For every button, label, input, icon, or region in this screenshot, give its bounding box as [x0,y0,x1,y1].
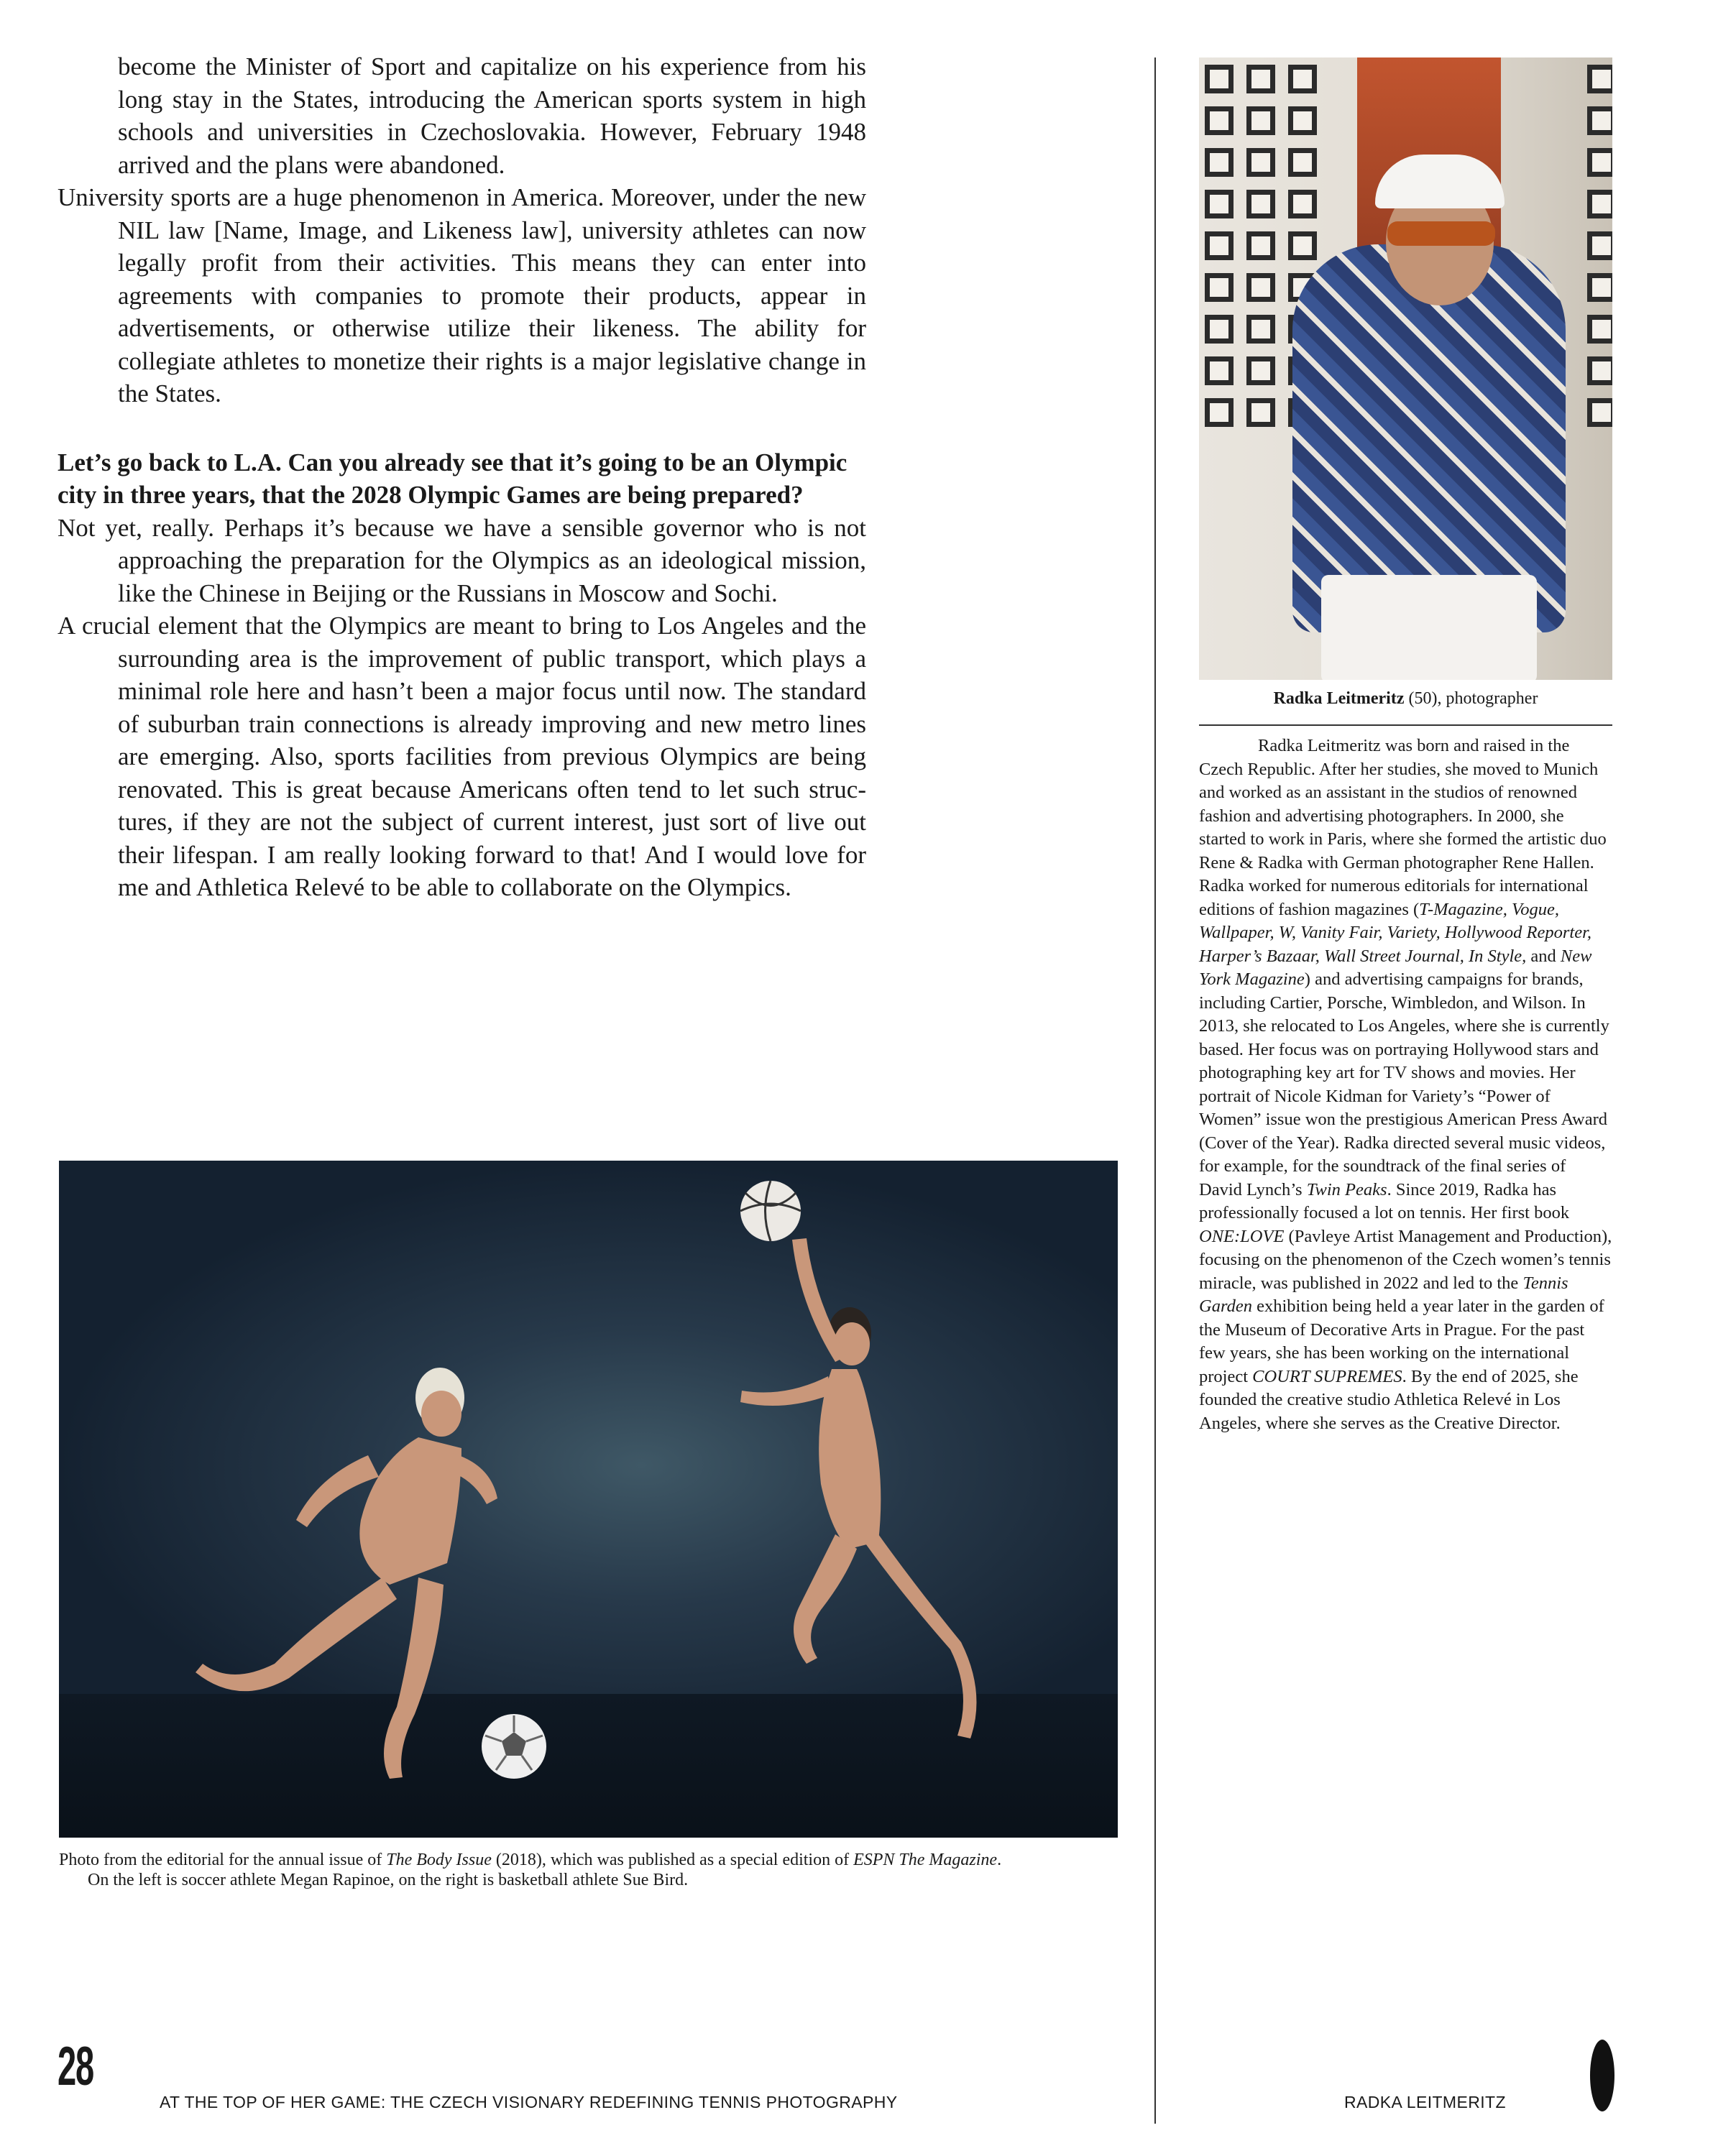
breeze-block [1246,231,1275,260]
breeze-block [1587,273,1612,302]
portrait-caption-name: Radka Leitmeritz [1273,689,1405,708]
caption-italic-1: The Body Issue [386,1851,492,1869]
article-paragraph-3: Not yet, really. Perhaps it’s because we have a sensible governor who is not approaching the preparation for the Olympics as an ideological mission, like the Chinese in Beijing or the Russians in Moscow and Sochi. [58,513,866,607]
biography-paragraph [1199,734,1612,1435]
breeze-block [1205,315,1234,344]
portrait-caption-role: (50), photographer [1404,689,1538,708]
breeze-block [1205,106,1234,135]
breeze-block [1246,398,1275,427]
sidebar-rule [1199,724,1612,726]
breeze-block [1587,106,1612,135]
breeze-block [1288,65,1317,93]
breeze-block [1288,106,1317,135]
breeze-block [1587,315,1612,344]
article-paragraph-4: A crucial element that the Olympics are meant to bring to Los Angeles and the surrounding area is the improvement of public transport, which plays a minimal role here and hasn’t been a major focus until now. The standard of suburban train connections is already improving and new metro lines are emerging. Also, sports facilities from previous Olympics are being renovated. This is great because Americans often tend to let such structures, if they are not the subject of current interest, just sort of live out their lifespan. I am really looking forward to that! And I would love for me and Athletica Relevé to be able to collaborate on the Olympics. [58,612,866,901]
breeze-block [1246,65,1275,93]
biography-run: COURT SUPREMES [1252,1366,1402,1386]
caption-text-3: . On the left is soccer athlete Megan Rapinoe, on the right is basketball athlete Sue Bird. [88,1851,1002,1889]
breeze-block [1205,148,1234,177]
breeze-block [1288,148,1317,177]
breeze-block [1288,190,1317,218]
breeze-block [1587,398,1612,427]
portrait-photo [1199,57,1612,680]
running-name: RADKA LEITMERITZ [1344,2093,1506,2111]
breeze-block [1587,190,1612,218]
biography-run: Tennis Garden [1199,1273,1568,1316]
breeze-block [1205,190,1234,218]
biography-run: exhibition being held a year later in the garden of the Museum of Decorative Arts in Prague. For the past few years, she has been working on the international project [1199,1296,1604,1386]
biography-run: Radka Leitmeritz was born and raised in the Czech Republic. After her studies, she moved to Munich and worked as an assistant in the studios of renowned fashion and advertising photographers. In 2000, she started to work in Paris, where she formed the artistic duo Rene & Radka with German photographer Rene Hallen. Radka worked for numerous editorials for international editions of fashion magazines ( [1199,736,1607,919]
breeze-block [1246,356,1275,385]
running-title: AT THE TOP OF HER GAME: THE CZECH VISIONARY REDEFINING TENNIS PHOTOGRAPHY [160,2093,898,2111]
biography [1199,734,1612,1435]
breeze-block [1205,231,1234,260]
oval-mark-icon [1590,2040,1614,2111]
basketball-athlete [740,1238,976,1738]
portrait-caption [1199,688,1612,709]
athletes-photo [59,1161,1118,1838]
breeze-block [1587,231,1612,260]
breeze-block [1587,356,1612,385]
column-divider [1154,57,1156,2124]
biography-run: . Since 2019, Radka has professionally focused a lot on tennis. Her first book [1199,1179,1570,1222]
breeze-block [1246,190,1275,218]
article-column [58,50,866,904]
biography-run: New York Magazine [1199,946,1592,989]
biography-run: ) and advertising campaigns for brands, including Cartier, Porsche, Wimbledon, and Wilson. In 2013, she relocated to Los Angeles, where she is currently based. Her focus was on portraying Hollywood stars and photographing key art for TV shows and movies. Her portrait of Nicole Kidman for Variety’s “Power of Women” issue won the prestigious American Press Award (Cover of the Year). Radka directed several music videos, for example, for the soundtrack of the final series of David Lynch’s [1199,969,1609,1199]
page-number: 28 [58,2036,93,2097]
breeze-block [1288,231,1317,260]
breeze-block [1205,356,1234,385]
athletes-illustration [59,1161,1118,1838]
sunglasses [1387,221,1495,246]
biography-run: . By the end of 2025, she founded the creative studio Athletica Relevé in Los Angeles, where she serves as the Creative Director. [1199,1366,1579,1433]
breeze-block [1205,65,1234,93]
photo-caption [59,1850,1022,1890]
white-shorts [1321,575,1537,680]
breeze-block [1246,148,1275,177]
biography-run: (Pavleye Artist Management and Production), focusing on the phenomenon of the Czech women’s tennis miracle, was published in 2022 and led to the [1199,1226,1612,1293]
soccer-ball [482,1714,546,1779]
breeze-block [1587,148,1612,177]
article-paragraph-2: University sports are a huge phenomenon in America. Moreover, under the new NIL law [Name, Image, and Likeness law], university athletes can now legally profit from their activities. This means they can enter into agreements with companies to promote their products, appear in advertisements, or otherwise utilize their likeness. The ability for collegiate athletes to monetize their rights is a major legislative change in the States. [58,183,866,407]
basketball [740,1181,801,1241]
biography-run: ONE:LOVE [1199,1226,1285,1246]
breeze-block [1205,273,1234,302]
breeze-block [1246,273,1275,302]
breeze-block [1205,398,1234,427]
biography-run: T-Magazine, Vogue, Wallpaper, W, Vanity Fair, Variety, Hollywood Reporter, Harper’s Bazaar, Wall Street Journal, In Style, [1199,899,1592,966]
caption-text-2: (2018), which was published as a special edition of [491,1851,854,1869]
biography-run: and [1526,946,1561,966]
breeze-block [1246,106,1275,135]
caption-italic-2: ESPN The Magazine [853,1851,998,1869]
article-paragraph-1: become the Minister of Sport and capitalize on his experience from his long stay in the States, introducing the American sports system in high schools and universities in Czechoslovakia. However, February 1948 arrived and the plans were abandoned. [118,52,866,179]
caption-text-1: Photo from the editorial for the annual issue of [59,1851,387,1869]
breeze-block [1246,315,1275,344]
breeze-block [1587,65,1612,93]
biography-run: Twin Peaks [1306,1179,1387,1199]
interview-question: Let’s go back to L.A. Can you already see that it’s going to be an Olympic city in three years, that the 2028 Olympic Games are being prepared? [58,448,847,509]
soccer-athlete [196,1368,497,1779]
